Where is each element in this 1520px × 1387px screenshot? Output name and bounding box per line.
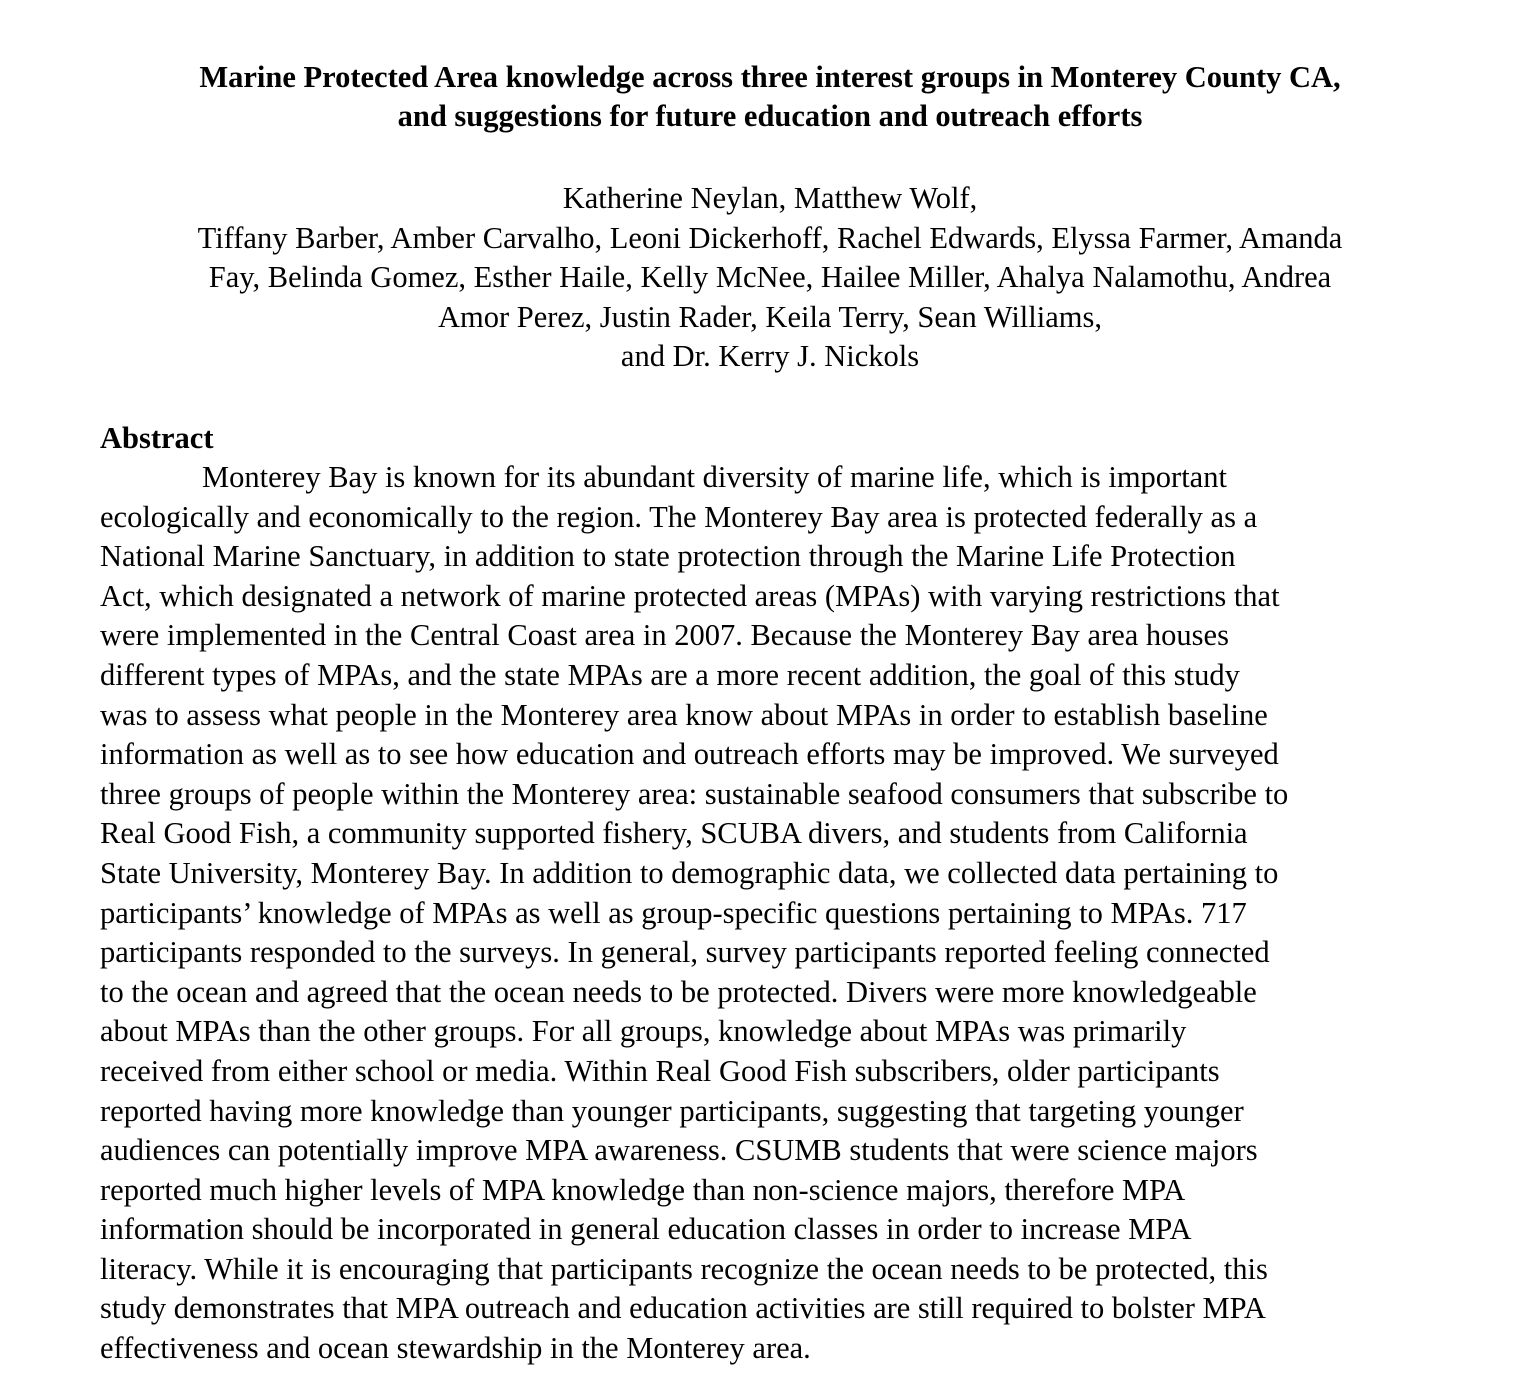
author-line: Tiffany Barber, Amber Carvalho, Leoni Dickerhoff, Rachel Edwards, Elyssa Farmer, Amanda [197,220,1343,255]
paper-title [100,58,1440,136]
abstract-line: State University, Monterey Bay. In addition to demographic data, we collected data pertaining to [100,855,1279,890]
abstract-line: three groups of people within the Monterey area: sustainable seafood consumers that subscribe to [100,776,1289,811]
abstract-line: Act, which designated a network of marine protected areas (MPAs) with varying restrictions that [100,578,1280,613]
author-line: Amor Perez, Justin Rader, Keila Terry, Sean Williams, [437,299,1102,334]
author-line: and Dr. Kerry J. Nickols [620,339,920,373]
paper-page [100,58,1440,1369]
abstract-line: National Marine Sanctuary, in addition to state protection through the Marine Life Protection [100,539,1236,574]
abstract-line: about MPAs than the other groups. For all groups, knowledge about MPAs was primarily [100,1014,1187,1049]
abstract-line: literacy. While it is encouraging that participants recognize the ocean needs to be protected, this [100,1251,1268,1286]
abstract-line: received from either school or media. Within Real Good Fish subscribers, older participants [100,1053,1220,1088]
title-line: and suggestions for future education and outreach efforts [397,99,1143,133]
abstract-line: information should be incorporated in general education classes in order to increase MPA [100,1212,1192,1247]
abstract-line: was to assess what people in the Monterey area know about MPAs in order to establish baseline [100,697,1268,732]
author-line: Fay, Belinda Gomez, Esther Haile, Kelly McNee, Hailee Miller, Ahalya Nalamothu, Andrea [208,260,1332,294]
abstract-line: participants responded to the surveys. In general, survey participants reported feeling connected [100,935,1270,970]
abstract-line: reported much higher levels of MPA knowledge than non-science majors, therefore MPA [100,1172,1186,1207]
abstract-line: were implemented in the Central Coast area in 2007. Because the Monterey Bay area houses [100,618,1229,653]
abstract-line: different types of MPAs, and the state MPAs are a more recent addition, the goal of this study [100,657,1240,692]
abstract-line: reported having more knowledge than younger participants, suggesting that targeting younger [100,1093,1244,1128]
abstract-line: study demonstrates that MPA outreach and education activities are still required to bolster MPA [100,1291,1266,1326]
abstract-line: effectiveness and ocean stewardship in the Monterey area. [100,1331,811,1366]
abstract-line: information as well as to see how education and outreach efforts may be improved. We surveyed [100,737,1279,772]
abstract-line: audiences can potentially improve MPA awareness. CSUMB students that were science majors [100,1133,1258,1168]
abstract-line: Monterey Bay is known for its abundant diversity of marine life, which is important [202,460,1227,494]
abstract-line: participants’ knowledge of MPAs as well as group-specific questions pertaining to MPAs. 717 [100,895,1247,930]
abstract-line: to the ocean and agreed that the ocean needs to be protected. Divers were more knowledgeable [100,974,1257,1009]
author-list [100,179,1440,377]
author-line: Katherine Neylan, Matthew Wolf, [562,181,978,215]
abstract-line: ecologically and economically to the region. The Monterey Bay area is protected federally as a [100,499,1258,534]
title-line: Marine Protected Area knowledge across three interest groups in Monterey County CA, [199,60,1341,94]
abstract-line: Real Good Fish, a community supported fishery, SCUBA divers, and students from California [100,816,1248,851]
abstract-heading: Abstract [100,420,214,455]
abstract-paragraph [100,458,1440,1369]
